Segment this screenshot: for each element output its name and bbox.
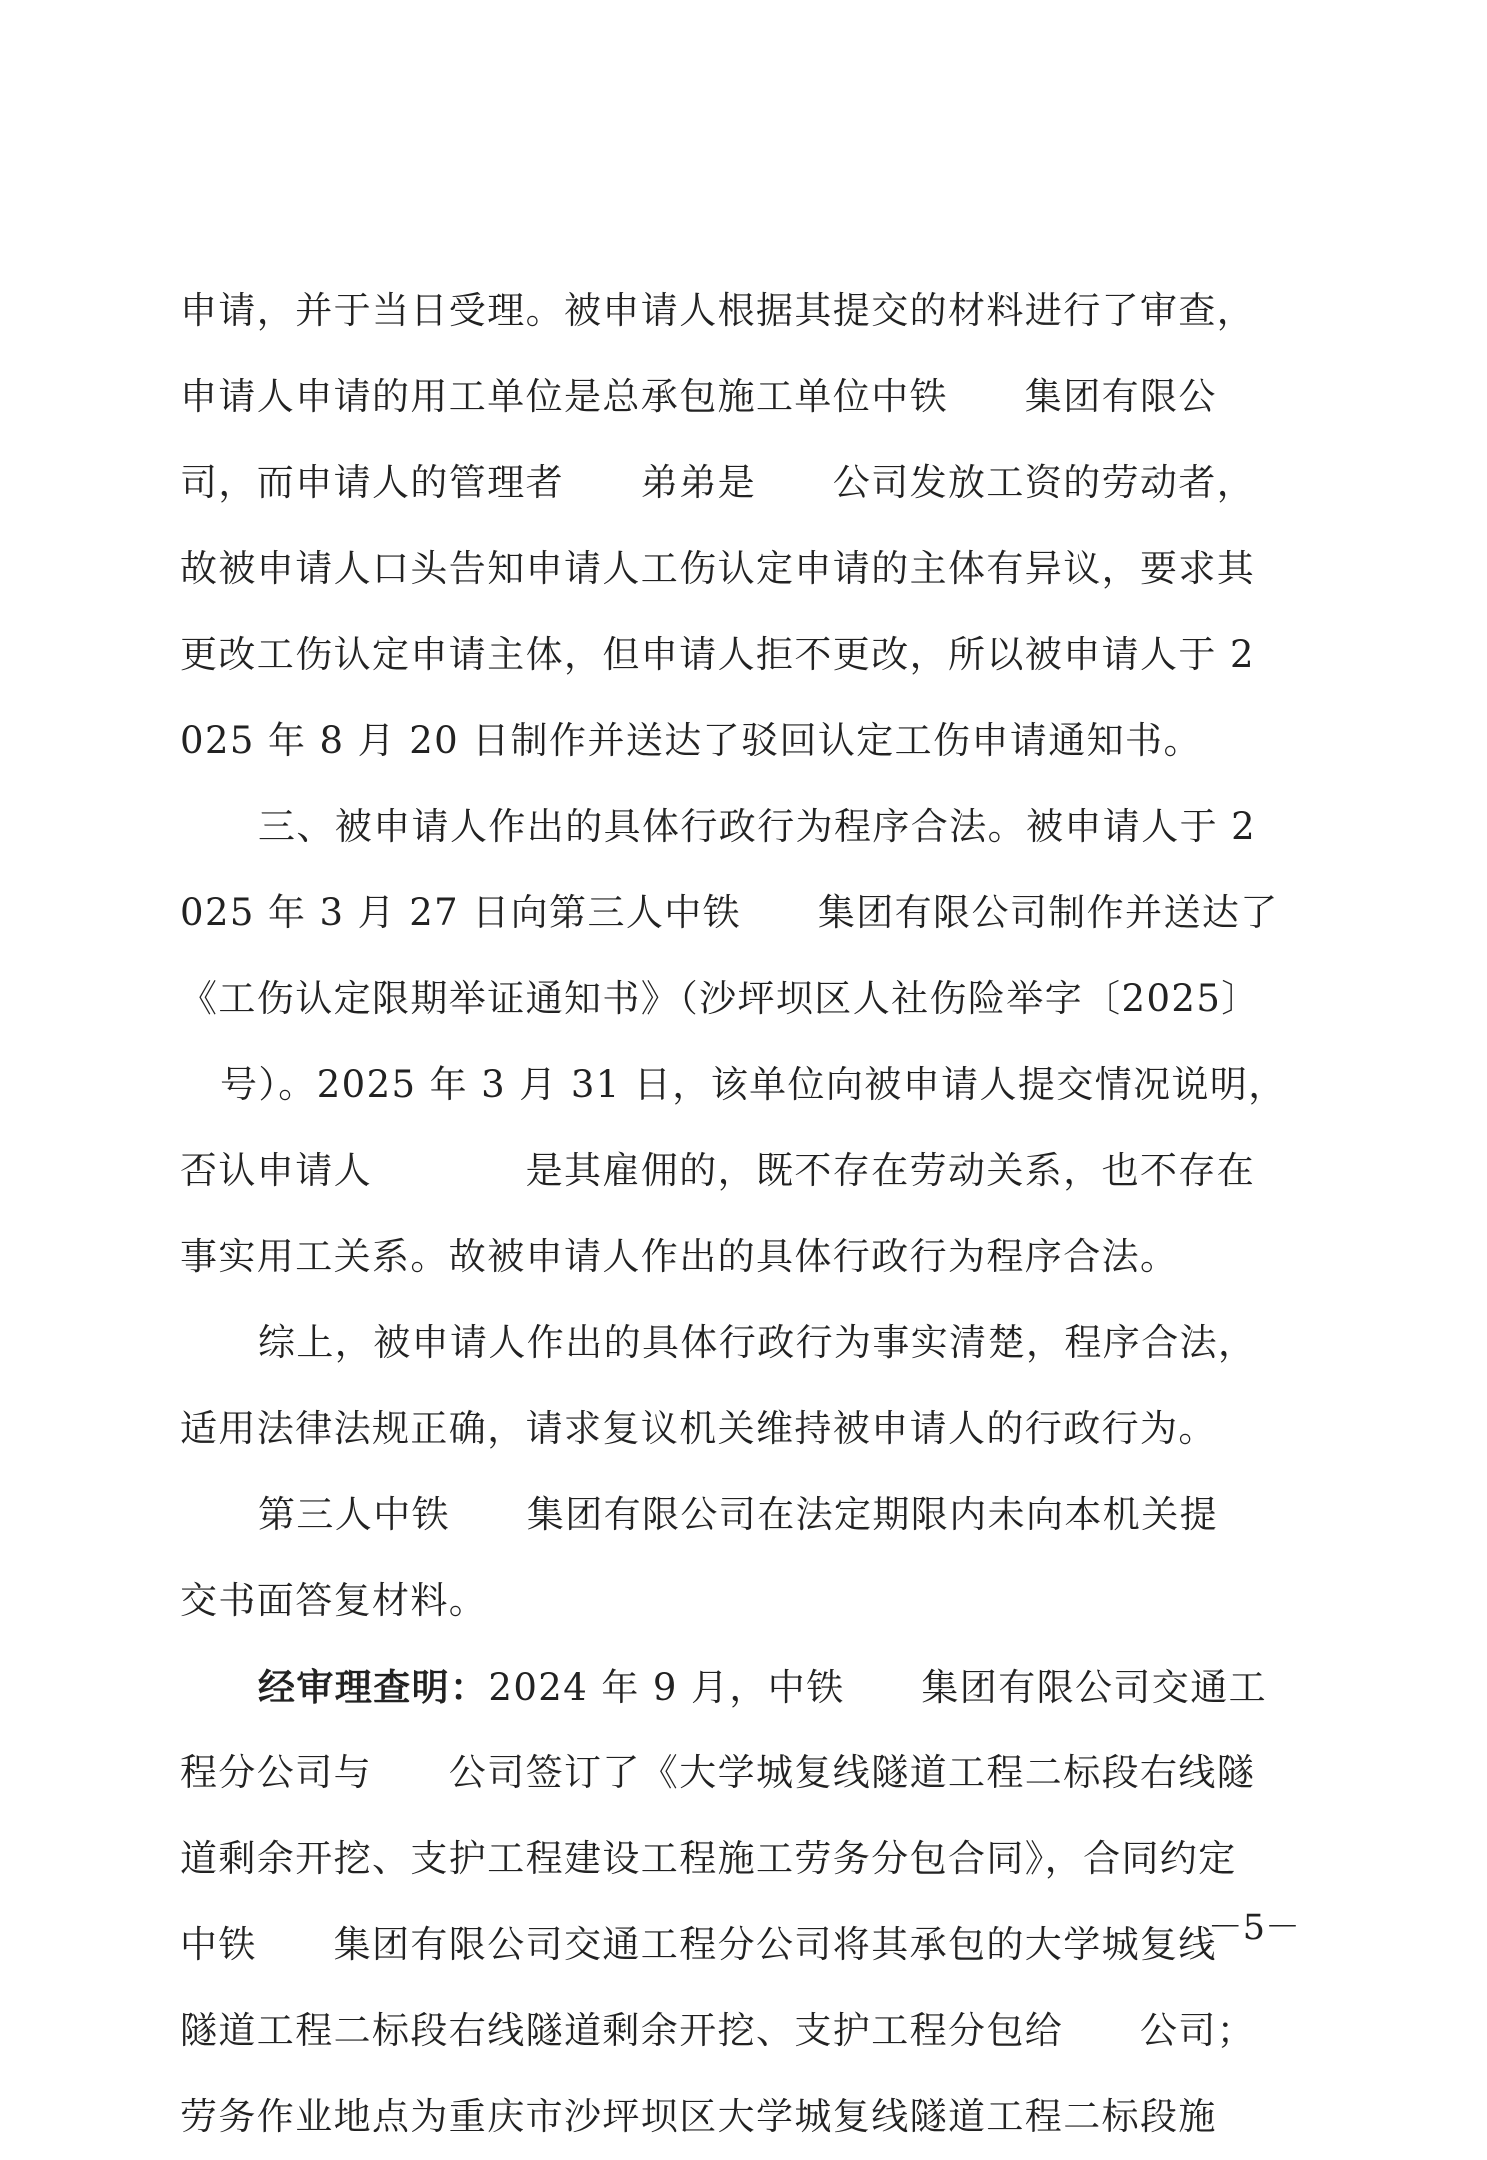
finding-line-5: 隧道工程二标段右线隧道剩余开挖、支护工程分包给 公司；	[180, 2009, 1256, 2052]
text-line-13: 综上，被申请人作出的具体行政行为事实清楚，程序合法，	[258, 1321, 1257, 1364]
text-line-9: 《工伤认定限期举证通知书》（沙坪坝区人社伤险举字〔2025〕	[180, 977, 1260, 1020]
text-line-16: 交书面答复材料。	[180, 1579, 488, 1622]
finding-first-line	[180, 1644, 1295, 1730]
text-line-1: 申请，并于当日受理。被申请人根据其提交的材料进行了审查，	[180, 289, 1256, 332]
text-line-4: 故被申请人口头告知申请人工伤认定申请的主体有异议，要求其	[180, 547, 1256, 590]
text-line-11: 否认申请人 是其雇佣的，既不存在劳动关系，也不存在	[180, 1149, 1256, 1192]
text-line-10: 号）。2025 年 3 月 31 日，该单位向被申请人提交情况说明，	[220, 1063, 1287, 1106]
finding-line-6: 劳务作业地点为重庆市沙坪坝区大学城复线隧道工程二标段施	[180, 2095, 1217, 2138]
text-line-5: 更改工伤认定申请主体，但申请人拒不更改，所以被申请人于 2	[180, 633, 1255, 676]
page-number: －5－	[1207, 1908, 1300, 1948]
finding-line-4: 中铁 集团有限公司交通工程分公司将其承包的大学城复线	[180, 1923, 1217, 1966]
text-line-14: 适用法律法规正确，请求复议机关维持被申请人的行政行为。	[180, 1407, 1217, 1450]
text-line-6: 025 年 8 月 20 日制作并送达了驳回认定工伤申请通知书。	[180, 719, 1202, 762]
finding-heading: 经审理查明：	[258, 1665, 489, 1709]
finding-line-3: 道剩余开挖、支护工程建设工程施工劳务分包合同》，合同约定	[180, 1837, 1237, 1880]
text-line-2: 申请人申请的用工单位是总承包施工单位中铁 集团有限公	[180, 375, 1217, 418]
finding-first-line-text: 2024 年 9 月，中铁 集团有限公司交通工	[488, 1666, 1267, 1709]
text-line-7: 三、被申请人作出的具体行政行为程序合法。被申请人于 2	[258, 805, 1257, 848]
body-text	[180, 268, 1295, 2160]
finding-line-2: 程分公司与 公司签订了《大学城复线隧道工程二标段右线隧	[180, 1751, 1256, 1794]
text-line-12: 事实用工关系。故被申请人作出的具体行政行为程序合法。	[180, 1235, 1179, 1278]
text-line-15: 第三人中铁 集团有限公司在法定期限内未向本机关提	[258, 1493, 1218, 1536]
text-line-3: 司，而申请人的管理者 弟弟是 公司发放工资的劳动者，	[180, 461, 1256, 504]
text-line-8: 025 年 3 月 27 日向第三人中铁 集团有限公司制作并送达了	[180, 891, 1279, 934]
